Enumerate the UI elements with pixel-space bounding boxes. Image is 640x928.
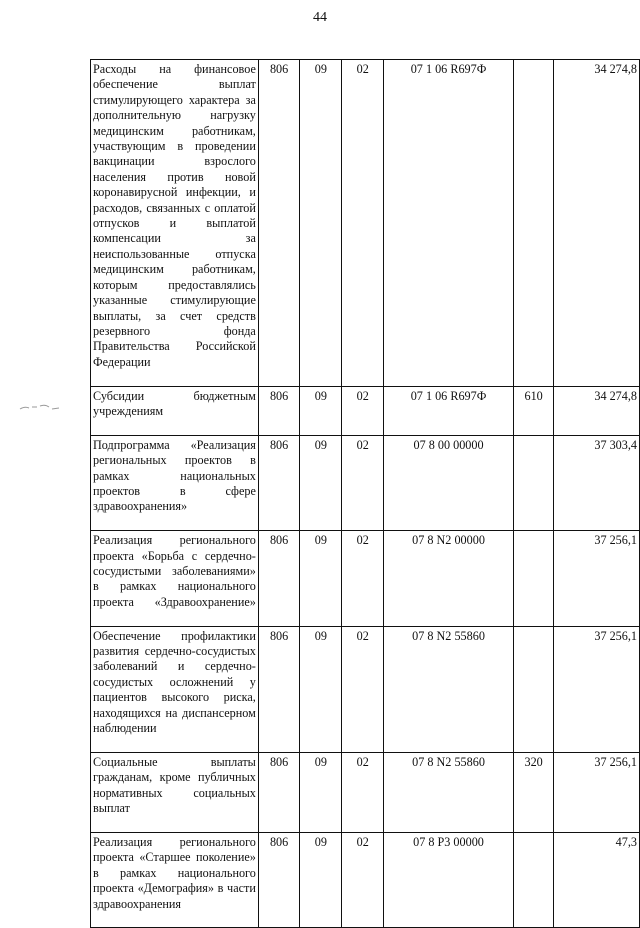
target-article-cell: 07 8 00 00000 (384, 435, 514, 530)
grbs-code-cell: 806 (258, 386, 299, 435)
expense-type-cell: 320 (513, 752, 554, 832)
target-article-cell: 07 8 N2 55860 (384, 626, 514, 752)
grbs-code-cell: 806 (258, 435, 299, 530)
budget-allocation-table (90, 59, 640, 928)
section-code-cell: 09 (300, 435, 342, 530)
amount-cell: 37 303,4 (554, 435, 640, 530)
expense-name-cell: Расходы на финансовое обеспечение выплат стимулирующего характера за дополнительную нагрузку медицинским работникам, участвующим в проведении вакцинации взрослого населения против новой коронавирусной инфекции, и расходов, связанных с оплатой отпусков и выплатой компенсации за неиспользованные отпуска медицинским работникам, которым предоставлялись указанные стимулирующие выплаты, за счет средств резервного фонда Правительства Российской Федерации (91, 60, 259, 387)
amount-cell: 47,3 (554, 832, 640, 927)
expense-type-cell: 610 (513, 386, 554, 435)
subsection-code-cell: 02 (342, 60, 384, 387)
expense-name-cell: Субсидии бюджетным учреждениям (91, 386, 259, 435)
expense-name-cell: Реализация регионального проекта «Старшее поколение» в рамках национального проекта «Демография» в части здравоохранения (91, 832, 259, 927)
section-code-cell: 09 (300, 531, 342, 626)
expense-type-cell (513, 60, 554, 387)
table-row (91, 626, 640, 752)
section-code-cell: 09 (300, 752, 342, 832)
section-code-cell: 09 (300, 60, 342, 387)
amount-cell: 34 274,8 (554, 60, 640, 387)
amount-cell: 37 256,1 (554, 752, 640, 832)
target-article-cell: 07 1 06 R697Ф (384, 386, 514, 435)
expense-type-cell (513, 435, 554, 530)
grbs-code-cell: 806 (258, 752, 299, 832)
subsection-code-cell: 02 (342, 626, 384, 752)
expense-type-cell (513, 531, 554, 626)
subsection-code-cell: 02 (342, 832, 384, 927)
grbs-code-cell: 806 (258, 531, 299, 626)
grbs-code-cell: 806 (258, 832, 299, 927)
target-article-cell: 07 8 N2 55860 (384, 752, 514, 832)
target-article-cell: 07 8 P3 00000 (384, 832, 514, 927)
section-code-cell: 09 (300, 832, 342, 927)
subsection-code-cell: 02 (342, 386, 384, 435)
section-code-cell: 09 (300, 386, 342, 435)
expense-name-cell: Обеспечение профилактики развития сердечно-сосудистых заболеваний и сердечно-сосудистых осложнений у пациентов высокого риска, находящихся на диспансерном наблюдении (91, 626, 259, 752)
table-row (91, 531, 640, 626)
section-code-cell: 09 (300, 626, 342, 752)
subsection-code-cell: 02 (342, 435, 384, 530)
expense-type-cell (513, 832, 554, 927)
expense-name-cell: Подпрограмма «Реализация региональных проектов в рамках национальных проектов в сфере здравоохранения» (91, 435, 259, 530)
grbs-code-cell: 806 (258, 60, 299, 387)
table-row (91, 386, 640, 435)
subsection-code-cell: 02 (342, 752, 384, 832)
table-row (91, 60, 640, 387)
table-row (91, 832, 640, 927)
target-article-cell: 07 1 06 R697Ф (384, 60, 514, 387)
amount-cell: 34 274,8 (554, 386, 640, 435)
table-row (91, 752, 640, 832)
scan-artifact-mark (19, 401, 61, 413)
expense-type-cell (513, 626, 554, 752)
table-row (91, 435, 640, 530)
amount-cell: 37 256,1 (554, 626, 640, 752)
expense-name-cell: Реализация регионального проекта «Борьба с сердечно-сосудистыми заболеваниями» в рамках национального проекта «Здравоохранение» (91, 531, 259, 626)
grbs-code-cell: 806 (258, 626, 299, 752)
amount-cell: 37 256,1 (554, 531, 640, 626)
subsection-code-cell: 02 (342, 531, 384, 626)
page-number: 44 (313, 10, 327, 25)
expense-name-cell: Социальные выплаты гражданам, кроме публичных нормативных социальных выплат (91, 752, 259, 832)
target-article-cell: 07 8 N2 00000 (384, 531, 514, 626)
